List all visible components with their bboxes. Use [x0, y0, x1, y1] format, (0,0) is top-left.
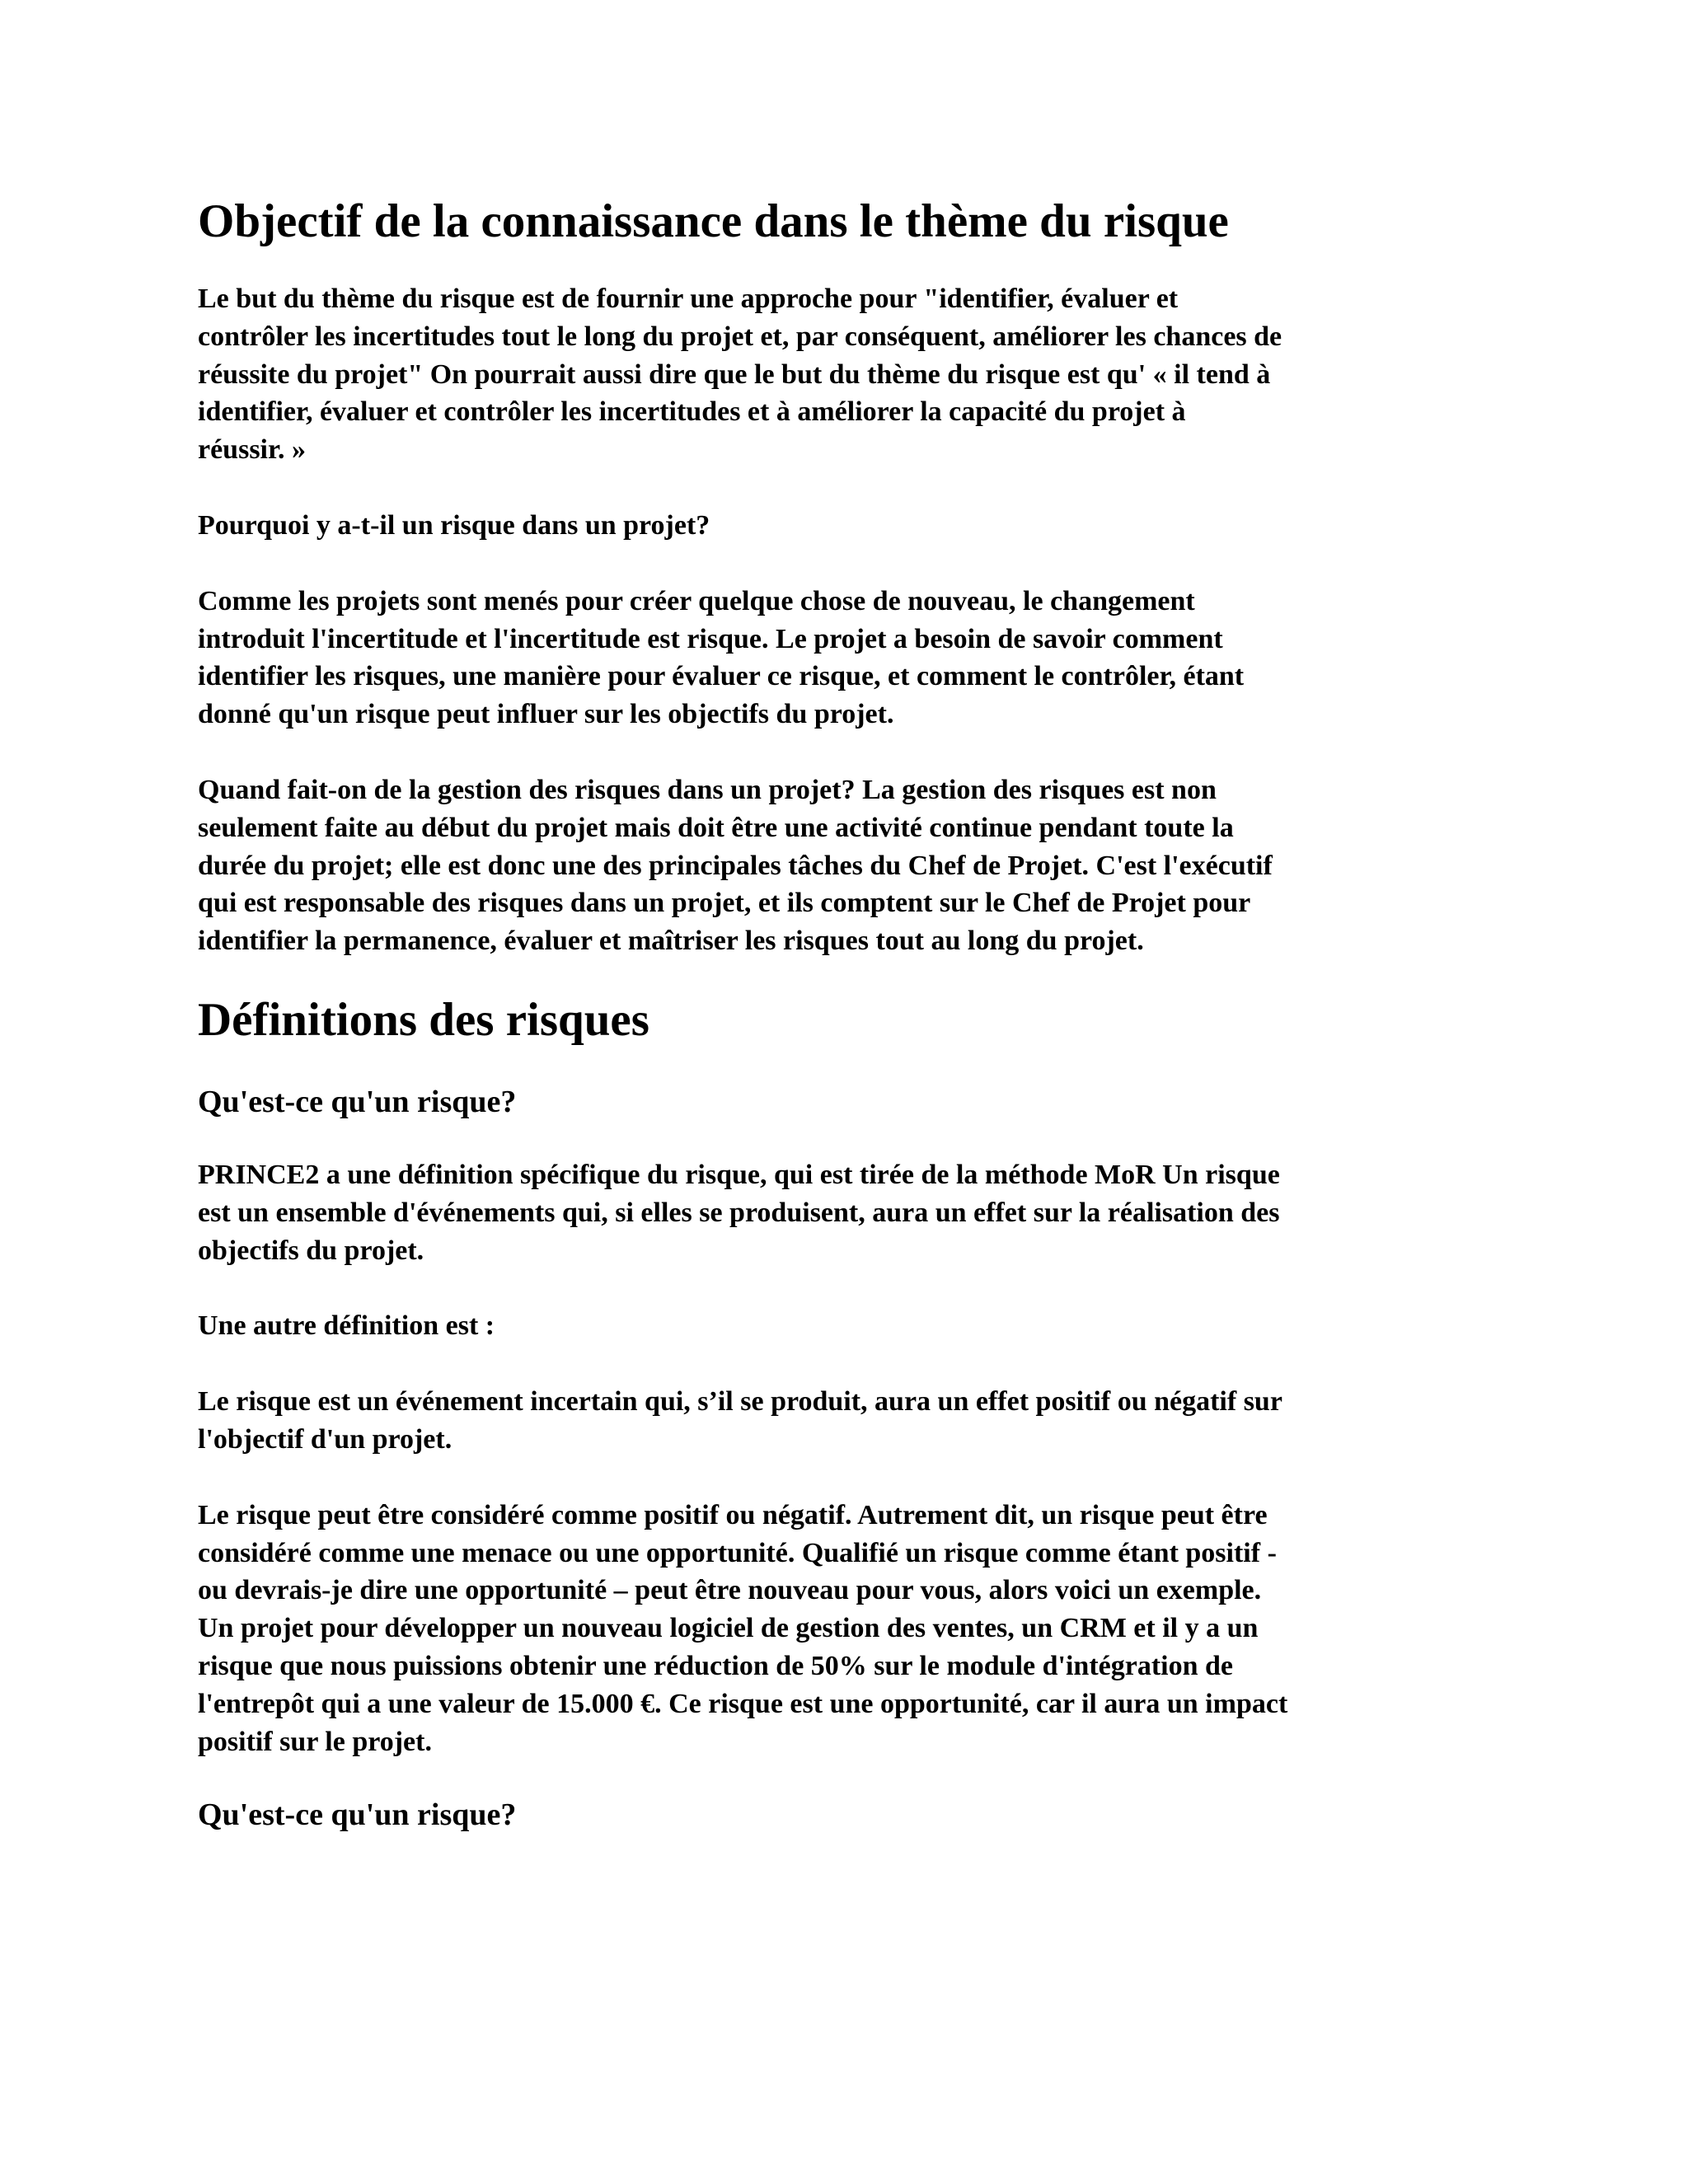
- document-page: [198, 194, 1500, 1833]
- paragraph-prince2-definition: [198, 1156, 1500, 1269]
- paragraph-uncertain-event: [198, 1383, 1500, 1459]
- paragraph-positive-negative: [198, 1497, 1500, 1761]
- text-line: Le risque est un événement incertain qui, s’il se produit, aura un effet positif ou négatif sur: [198, 1386, 1282, 1418]
- text-line: Le risque peut être considéré comme positif ou négatif. Autrement dit, un risque peut être: [198, 1499, 1268, 1530]
- text-line: positif sur le projet.: [198, 1726, 432, 1757]
- text-line: qui est responsable des risques dans un projet, et ils comptent sur le Chef de Projet pour: [198, 888, 1251, 919]
- text-line: Un projet pour développer un nouveau logiciel de gestion des ventes, un CRM et il y a un: [198, 1613, 1259, 1644]
- text-line: identifier la permanence, évaluer et maîtriser les risques tout au long du projet.: [198, 926, 1144, 957]
- text-line: Le but du thème du risque est de fournir une approche pour "identifier, évaluer et: [198, 284, 1179, 314]
- text-line: ou devrais-je dire une opportunité – peut être nouveau pour vous, alors voici un exemple.: [198, 1575, 1262, 1606]
- paragraph-uncertainty: [198, 583, 1500, 733]
- subheading-what-is-risk-repeat: Qu'est-ce qu'un risque?: [198, 1797, 517, 1833]
- text-line: introduit l'incertitude et l'incertitude est risque. Le projet a besoin de savoir comment: [198, 623, 1223, 654]
- text-line: identifier, évaluer et contrôler les incertitudes et à améliorer la capacité du projet à: [198, 396, 1186, 428]
- text-line: l'entrepôt qui a une valeur de 15.000 €. Ce risque est une opportunité, car il aura un impact: [198, 1688, 1288, 1719]
- text-line: donné qu'un risque peut influer sur les objectifs du projet.: [198, 699, 894, 730]
- text-line: Une autre définition est :: [198, 1310, 495, 1342]
- paragraph-another-definition: [198, 1307, 1500, 1345]
- text-line: Pourquoi y a-t-il un risque dans un projet?: [198, 509, 710, 541]
- subheading-what-is-risk: Qu'est-ce qu'un risque?: [198, 1084, 517, 1119]
- section-heading-objective: Objectif de la connaissance dans le thème du risque: [198, 195, 1229, 247]
- text-line: réussir. »: [198, 434, 306, 466]
- paragraph-why-risk: [198, 507, 1500, 545]
- text-line: contrôler les incertitudes tout le long du projet et, par conséquent, améliorer les chances de: [198, 321, 1282, 352]
- text-line: est un ensemble d'événements qui, si elles se produisent, aura un effet sur la réalisation des: [198, 1197, 1280, 1228]
- text-line: durée du projet; elle est donc une des principales tâches du Chef de Projet. C'est l'exécutif: [198, 850, 1273, 881]
- text-line: Comme les projets sont menés pour créer quelque chose de nouveau, le changement: [198, 585, 1195, 616]
- text-line: risque que nous puissions obtenir une réduction de 50% sur le module d'intégration de: [198, 1650, 1234, 1681]
- text-line: Quand fait-on de la gestion des risques dans un projet? La gestion des risques est non: [198, 774, 1217, 805]
- text-line: objectifs du projet.: [198, 1235, 424, 1266]
- text-line: considéré comme une menace ou une opportunité. Qualifié un risque comme étant positif -: [198, 1537, 1277, 1568]
- section-heading-definitions: Définitions des risques: [198, 993, 649, 1046]
- paragraph-purpose: [198, 280, 1500, 469]
- paragraph-when-manage: [198, 771, 1500, 960]
- text-line: PRINCE2 a une définition spécifique du risque, qui est tirée de la méthode MoR Un risque: [198, 1159, 1280, 1190]
- text-line: l'objectif d'un projet.: [198, 1423, 452, 1455]
- text-line: seulement faite au début du projet mais doit être une activité continue pendant toute la: [198, 812, 1234, 843]
- text-line: identifier les risques, une manière pour évaluer ce risque, et comment le contrôler, étant: [198, 661, 1245, 692]
- text-line: réussite du projet" On pourrait aussi dire que le but du thème du risque est qu' « il tend à: [198, 359, 1271, 390]
